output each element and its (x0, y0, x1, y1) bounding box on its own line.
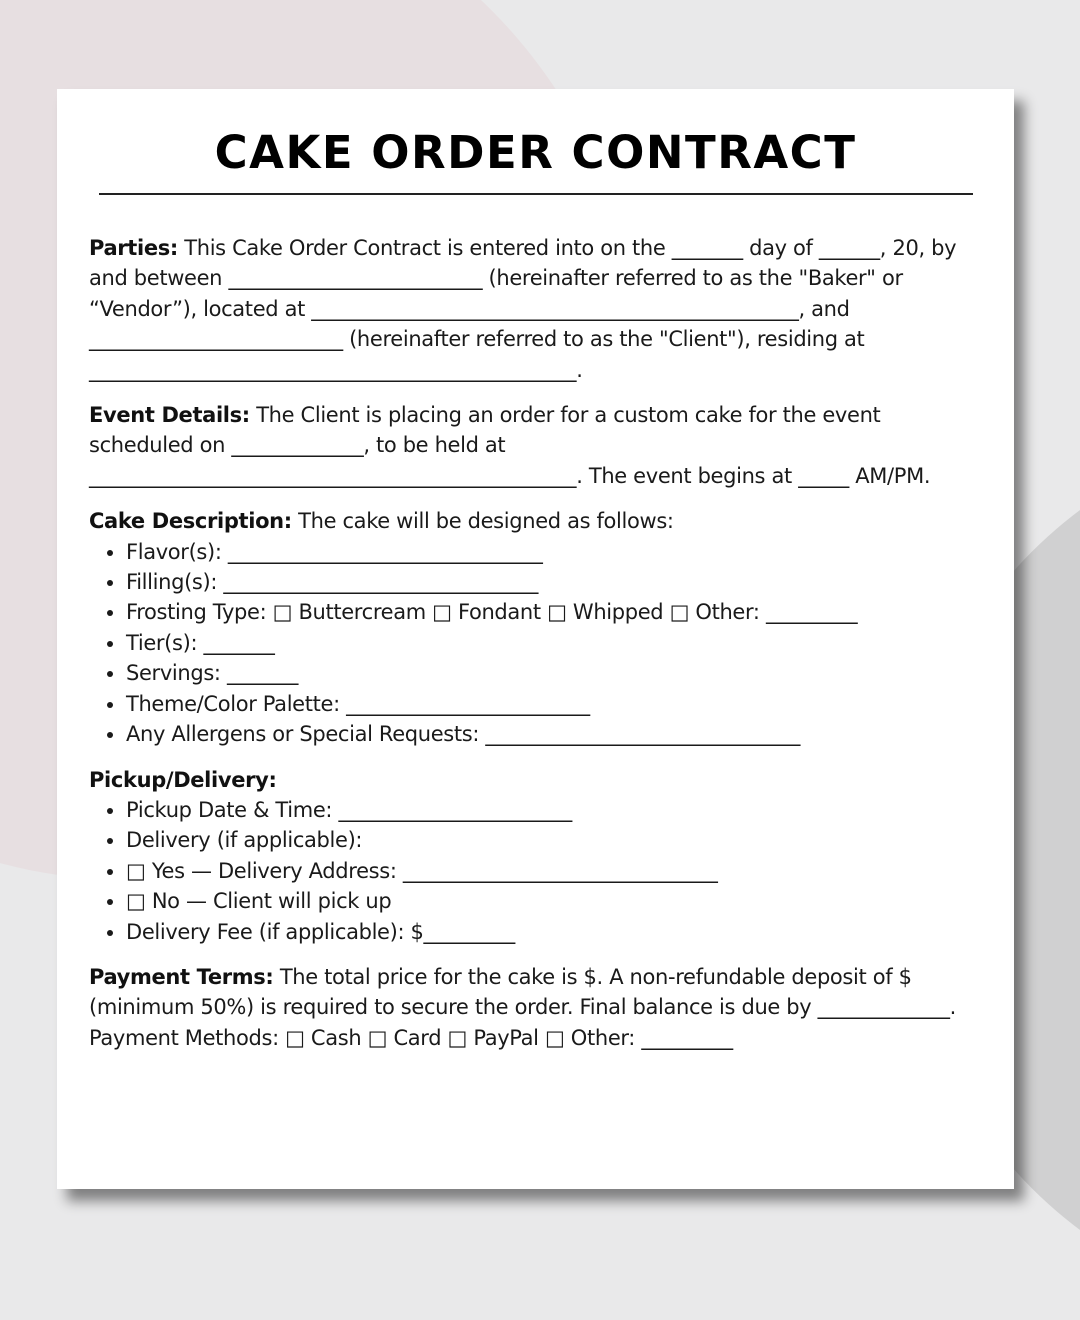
cake-description-heading (89, 506, 984, 536)
list-item: • Filling(s): _______________________________ (126, 567, 984, 597)
parties-text: This Cake Order Contract is entered into on the _______ day of ______, 20, by and between _________________________ (hereinafter referred to as the "Baker" or “Vendor”), located at ________________________________________________, and _________________________ (hereinafter referred to as the "Client"), residing at ________________________________________________. (89, 236, 957, 382)
list-item: • Tier(s): _______ (126, 628, 984, 658)
list-item: • Servings: _______ (126, 658, 984, 688)
list-item: • Delivery (if applicable): (126, 825, 984, 855)
cake-description-label: Cake Description: (89, 509, 292, 534)
pickup-delivery-heading (89, 765, 984, 795)
list-item: • □ No — Client will pick up (126, 886, 984, 916)
list-item: • Any Allergens or Special Requests: _______________________________ (126, 719, 984, 749)
parties-paragraph (89, 233, 984, 385)
pickup-delivery-label: Pickup/Delivery: (89, 767, 277, 792)
payment-terms-text: The total price for the cake is $. A non-refundable deposit of $ (minimum 50%) is required to secure the order. Final balance is due by _____________. Payment Methods: □ Cash □ Card □ PayPal □ Other: _________ (89, 964, 956, 1050)
document-body (89, 233, 984, 1068)
parties-label: Parties: (89, 236, 178, 260)
list-item: • Flavor(s): _______________________________ (126, 537, 984, 567)
list-item: • Delivery Fee (if applicable): $_________ (126, 917, 984, 947)
document-title: CAKE ORDER CONTRACT (214, 126, 857, 179)
list-item: • Theme/Color Palette: ________________________ (126, 689, 984, 719)
cake-description-text: The cake will be designed as follows: (298, 509, 674, 534)
cake-description-list (89, 537, 984, 750)
document-page (57, 89, 1014, 1189)
payment-terms-paragraph (89, 962, 984, 1053)
list-item: • Pickup Date & Time: _______________________ (126, 795, 984, 825)
pickup-delivery-list (89, 795, 984, 947)
payment-terms-label: Payment Terms: (89, 964, 274, 989)
title-divider (99, 193, 973, 195)
event-details-label: Event Details: (89, 403, 250, 428)
list-item: • Frosting Type: □ Buttercream □ Fondant □ Whipped □ Other: _________ (126, 597, 984, 627)
event-details-paragraph (89, 400, 984, 491)
event-details-text: The Client is placing an order for a custom cake for the event scheduled on _____________, to be held at ________________________________________________. The event begins at _____ AM/PM. (89, 403, 931, 488)
list-item: • □ Yes — Delivery Address: _______________________________ (126, 856, 984, 886)
